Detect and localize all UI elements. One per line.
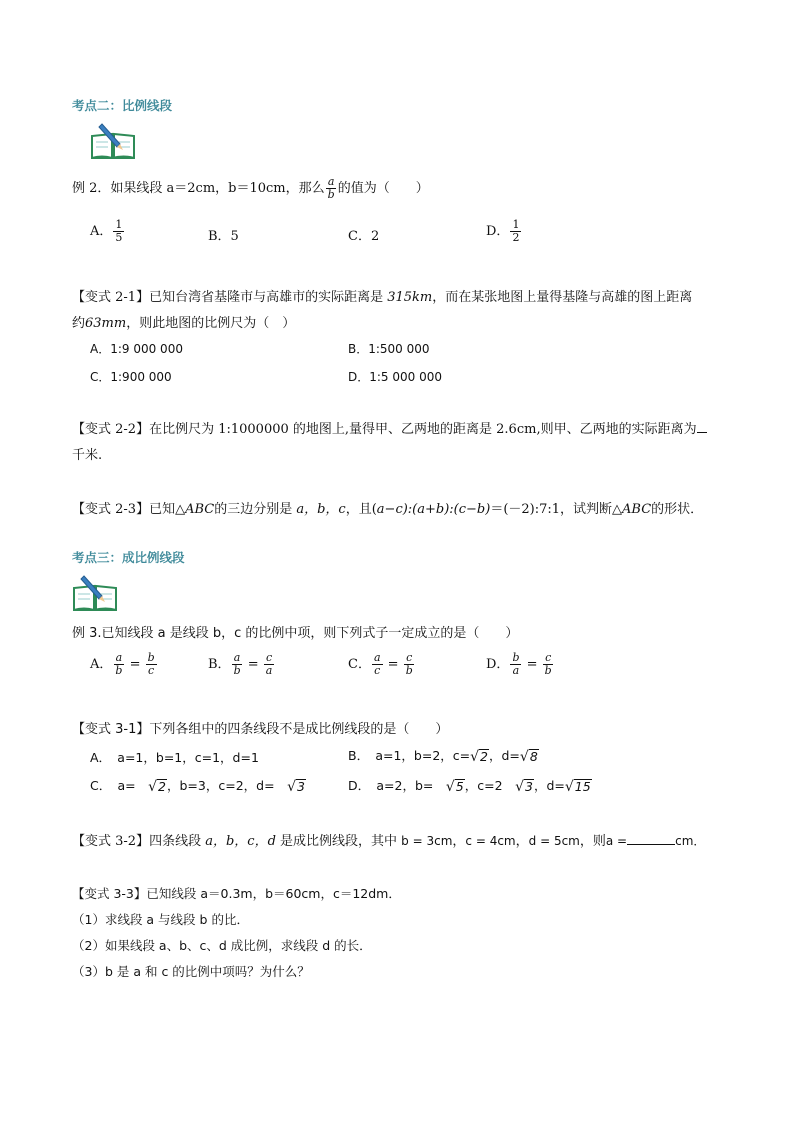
variant-2-2-line2: 千米. bbox=[72, 448, 103, 463]
answer-blank[interactable] bbox=[697, 420, 707, 433]
option-label: A． bbox=[90, 224, 113, 239]
frac-den: c bbox=[148, 664, 155, 677]
section-title-3: 考点三：成比例线段 bbox=[72, 550, 185, 565]
option-a[interactable] bbox=[90, 219, 125, 244]
text: 是成比例线段，其中 bbox=[275, 834, 402, 849]
sqrt: √ 5 bbox=[445, 779, 464, 795]
text: ＝(－2):7:1，试判断△ bbox=[490, 502, 623, 517]
option-label: A． bbox=[90, 657, 113, 672]
frac-den: a bbox=[265, 664, 273, 677]
text: ，而在某张地图上量得基隆与高雄的图上距离 bbox=[432, 290, 693, 305]
a-equals: a = bbox=[605, 834, 628, 848]
variant-2-1-option-b[interactable]: B．1:500 000 bbox=[348, 342, 430, 356]
text: ，则此地图的比例尺为（ ） bbox=[126, 316, 296, 331]
text: ，d= bbox=[533, 778, 565, 793]
text: 约 bbox=[72, 316, 86, 331]
text: ，则 bbox=[579, 834, 606, 849]
frac-num: b bbox=[147, 651, 155, 664]
radicand: 8 bbox=[529, 749, 538, 764]
sqrt: √ 2 bbox=[470, 749, 488, 765]
variables: a，b，c bbox=[296, 502, 346, 517]
text: ，d= bbox=[489, 748, 520, 763]
text: C． a= bbox=[90, 778, 149, 793]
text: 已知台湾省基隆市与高雄市的实际距离是 bbox=[149, 290, 388, 305]
unit: cm． bbox=[675, 834, 706, 848]
variant-2-3 bbox=[72, 498, 703, 517]
text: ，且( bbox=[345, 502, 377, 517]
distance-value: 63mm bbox=[85, 316, 127, 331]
expression: a−c):(a+b):(c−b) bbox=[376, 502, 491, 517]
variant-3-1-option-c[interactable] bbox=[90, 776, 306, 794]
frac-num: c bbox=[406, 651, 413, 664]
example-3-stem: 例 3.已知线段 a 是线段 b，c 的比例中项，则下列式子一定成立的是（ ） bbox=[72, 626, 519, 641]
distance-value: 315km bbox=[387, 290, 433, 305]
frac-num: a bbox=[373, 651, 381, 664]
frac-num: 1 bbox=[512, 218, 520, 231]
option-label: C． bbox=[348, 657, 371, 672]
variant-3-1-option-a[interactable]: A． a=1，b=1，c=1，d=1 bbox=[90, 750, 259, 765]
sqrt: √ 8 bbox=[519, 749, 538, 765]
radicand: 3 bbox=[524, 779, 533, 794]
variant-2-1-line2 bbox=[72, 312, 295, 331]
radicand: 2 bbox=[158, 779, 166, 794]
variables: a，b，c，d bbox=[205, 834, 276, 849]
b-value: b = 3cm bbox=[401, 834, 453, 848]
triangle-name: ABC bbox=[622, 502, 652, 517]
variant-3-1-option-d[interactable] bbox=[348, 776, 592, 794]
variant-3-3-q1: （1）求线段 a 与线段 b 的比． bbox=[72, 912, 249, 927]
variant-tag: 【变式 3-2】 bbox=[72, 834, 150, 849]
frac-den: 5 bbox=[115, 231, 123, 244]
frac-den: c bbox=[374, 664, 381, 677]
book-pencil-icon bbox=[90, 122, 136, 162]
frac-den: b bbox=[327, 188, 335, 201]
variant-2-2-line1 bbox=[72, 418, 707, 437]
sqrt: √ 3 bbox=[515, 779, 533, 795]
fraction-1-2 bbox=[510, 219, 521, 244]
variant-3-2 bbox=[72, 830, 705, 849]
text: 四条线段 bbox=[149, 834, 206, 849]
variant-2-1-option-a[interactable]: A．1:9 000 000 bbox=[90, 342, 183, 356]
ex3-option-c[interactable]: C． $\frac{a}{c}$ = $\frac{c}{b}$ bbox=[348, 651, 413, 677]
example-2-stem bbox=[72, 176, 429, 201]
text: 的形状． bbox=[651, 502, 704, 517]
variant-tag: 【变式 3-1】 bbox=[72, 722, 150, 737]
variant-tag: 【变式 2-1】 bbox=[72, 290, 150, 305]
option-label: D． bbox=[486, 224, 510, 239]
frac-num: c bbox=[545, 651, 552, 664]
text: ，c=2 bbox=[464, 778, 516, 793]
variant-3-1-stem bbox=[72, 718, 448, 737]
section-title-2: 考点二：比例线段 bbox=[72, 98, 173, 113]
option-label: B． bbox=[208, 657, 231, 672]
text: 下列各组中的四条线段不是成比例线段的是（ ） bbox=[149, 722, 449, 737]
ex3-option-b[interactable]: B． $\frac{a}{b}$ = $\frac{c}{a}$ bbox=[208, 651, 273, 677]
text: 已知△ bbox=[149, 502, 186, 517]
answer-blank[interactable] bbox=[627, 832, 675, 845]
frac-num: 1 bbox=[115, 218, 123, 231]
separator: ， bbox=[452, 834, 466, 849]
triangle-name: ABC bbox=[185, 502, 215, 517]
sqrt: √ 15 bbox=[564, 779, 591, 795]
variant-2-1-line1 bbox=[72, 286, 692, 305]
text: B． a=1，b=2，c= bbox=[348, 748, 471, 763]
separator: ， bbox=[515, 834, 529, 849]
book-pencil-icon bbox=[72, 574, 118, 614]
text: 已知线段 a＝0.3m，b＝60cm，c＝12dm． bbox=[146, 886, 401, 901]
option-c[interactable]: C．2 bbox=[348, 229, 380, 244]
sqrt: √ 2 bbox=[148, 779, 166, 795]
text: 在比例尺为 1:1000000 的地图上,量得甲、乙两地的距离是 2.6cm,则甲、乙两地的实际距离为 bbox=[149, 422, 697, 437]
ex3-option-d[interactable]: D． $\frac{b}{a}$ = $\frac{c}{b}$ bbox=[486, 651, 552, 677]
radicand: 15 bbox=[574, 779, 591, 794]
frac-den: b bbox=[115, 664, 123, 677]
option-d[interactable] bbox=[486, 219, 522, 244]
frac-num: a bbox=[115, 651, 123, 664]
fraction-a-over-b bbox=[326, 176, 337, 201]
sqrt: √ 3 bbox=[287, 779, 305, 795]
variant-2-1-option-c[interactable]: C．1:900 000 bbox=[90, 370, 172, 384]
stem-text: 的值为（ ） bbox=[337, 181, 429, 196]
c-value: c = 4cm bbox=[465, 834, 516, 848]
radicand: 5 bbox=[455, 779, 464, 794]
fraction-1-5 bbox=[113, 219, 124, 244]
frac-den: b bbox=[233, 664, 241, 677]
text: 的三边分别是 bbox=[214, 502, 297, 517]
d-value: d = 5cm bbox=[528, 834, 580, 848]
frac-num: b bbox=[512, 651, 520, 664]
ex3-option-a[interactable]: A． $\frac{a}{b}$ = $\frac{b}{c}$ bbox=[90, 651, 155, 677]
variant-2-1-option-d[interactable]: D．1:5 000 000 bbox=[348, 370, 442, 384]
option-b[interactable]: B．5 bbox=[208, 229, 239, 244]
variant-3-3-q2: （2）如果线段 a、b、c、d 成比例，求线段 d 的长． bbox=[72, 938, 372, 953]
option-label: D． bbox=[486, 657, 510, 672]
text: D． a=2，b= bbox=[348, 778, 446, 793]
variant-3-3-stem bbox=[72, 884, 401, 902]
frac-den: 2 bbox=[512, 231, 520, 244]
variant-tag: 【变式 3-3】 bbox=[72, 886, 147, 901]
radicand: 2 bbox=[480, 749, 488, 764]
frac-den: b bbox=[405, 664, 413, 677]
frac-num: c bbox=[265, 651, 273, 664]
stem-text: 例 2．如果线段 a＝2cm，b＝10cm，那么 bbox=[72, 181, 325, 196]
variant-3-1-option-b[interactable] bbox=[348, 746, 539, 764]
text: ，b=3，c=2，d= bbox=[167, 778, 288, 793]
variant-3-3-q3: （3）b 是 a 和 c 的比例中项吗？为什么？ bbox=[72, 964, 310, 979]
frac-den: b bbox=[544, 664, 552, 677]
variant-tag: 【变式 2-3】 bbox=[72, 502, 150, 517]
frac-num: a bbox=[327, 175, 335, 188]
radicand: 3 bbox=[297, 779, 305, 794]
frac-den: a bbox=[512, 664, 520, 677]
frac-num: a bbox=[233, 651, 241, 664]
variant-tag: 【变式 2-2】 bbox=[72, 422, 150, 437]
